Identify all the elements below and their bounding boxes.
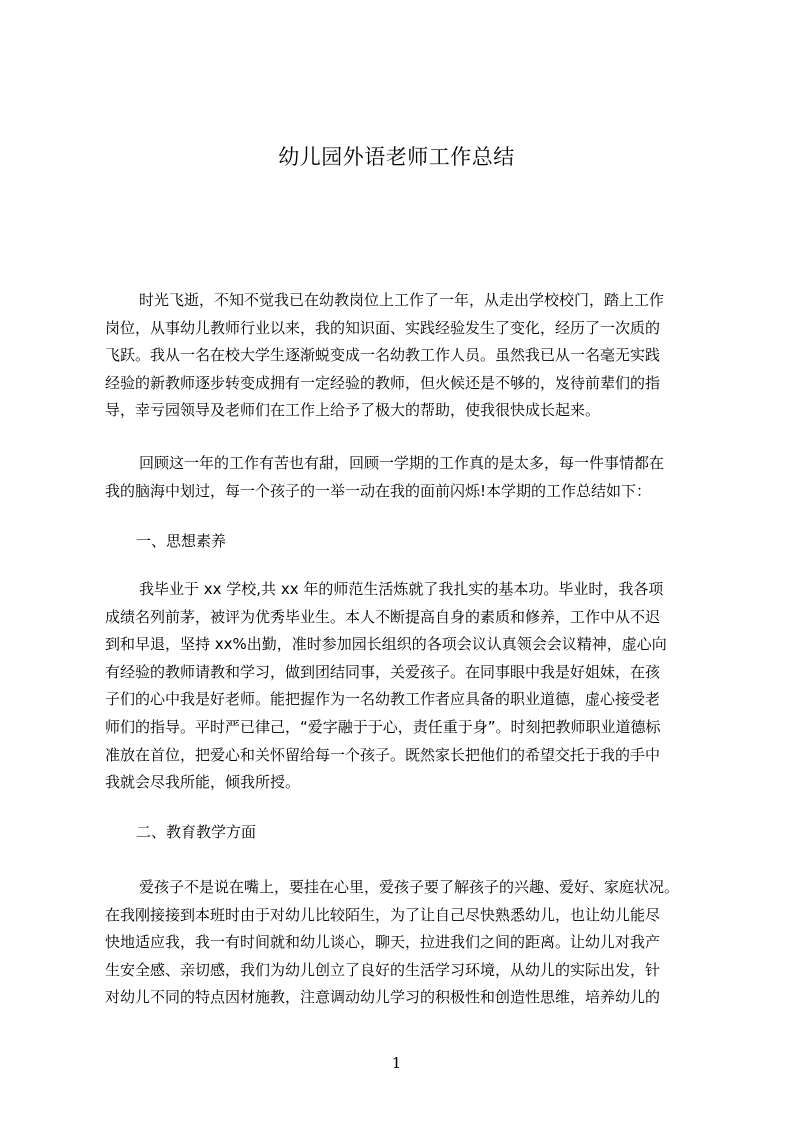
paragraph-line: 我的脑海中划过，每一个孩子的一举一动在我的面前闪烁!本学期的工作总结如下：	[105, 481, 652, 500]
paragraph-line: 回顾这一年的工作有苦也有甜，回顾一学期的工作真的是太多，每一件事情都在	[139, 454, 665, 472]
paragraph-line: 有经验的教师请教和学习，做到团结同事，关爱孩子。在同事眼中我是好姐妹，在孩	[105, 662, 661, 681]
paragraph-line: 爱孩子不是说在嘴上，要挂在心里，爱孩子要了解孩子的兴趣、爱好、家庭状况。	[139, 878, 680, 896]
paragraph-line: 准放在首位，把爱心和关怀留给每一个孩子。既然家长把他们的希望交托于我的手中	[105, 745, 661, 764]
paragraph-line: 快地适应我，我一有时间就和幼儿谈心，聊天，拉进我们之间的距离。让幼儿对我产	[105, 933, 661, 952]
paragraph-line: 在我刚接接到本班时由于对幼儿比较陌生，为了让自己尽快熟悉幼儿，也让幼儿能尽	[105, 905, 661, 924]
paragraph-line: 子们的心中我是好老师。能把握作为一名幼教工作者应具备的职业道德，虚心接受老	[105, 690, 661, 709]
paragraph-teaching	[105, 874, 702, 1012]
paragraph-line: 飞跃。我从一名在校大学生逐渐蜕变成一名幼教工作人员。虽然我已从一名毫无实践	[105, 346, 661, 365]
paragraph-line: 师们的指导。平时严已律己，“爱字融于于心，责任重于身”。时刻把教师职业道德标	[105, 717, 661, 736]
paragraph-line: 成绩名列前茅，被评为优秀毕业生。本人不断提高自身的素质和修养，工作中从不迟	[105, 607, 661, 626]
paragraph-line: 时光飞逝，不知不觉我已在幼教岗位上工作了一年，从走出学校校门，踏上工作	[139, 291, 665, 309]
page-number: 1	[391, 1054, 402, 1072]
paragraph-intro	[105, 287, 702, 425]
section-heading-teaching: 二、教育教学方面	[136, 823, 257, 841]
paragraph-line: 导，幸亏园领导及老师们在工作上给予了极大的帮助，使我很快成长起来。	[105, 401, 601, 420]
paragraph-line: 我就会尽我所能，倾我所授。	[105, 773, 301, 792]
paragraph-line: 岗位，从事幼儿教师行业以来，我的知识面、实践经验发生了变化，经历了一次质的	[105, 318, 661, 337]
paragraph-review	[105, 450, 702, 505]
paragraph-line: 到和早退，坚持 xx%出勤，准时参加园长组织的各项会议认真领会会议精神，虚心向	[105, 635, 667, 654]
paragraph-line: 经验的新教师逐步转变成拥有一定经验的教师，但火候还是不够的，岌待前辈们的指	[105, 373, 661, 392]
document-title: 幼儿园外语老师工作总结	[278, 145, 515, 169]
paragraph-line: 我毕业于 xx 学校,共 xx 年的师范生活炼就了我扎实的基本功。毕业时，我各项	[139, 580, 664, 598]
paragraph-line: 对幼儿不同的特点因材施教，注意调动幼儿学习的积极性和创造性思维，培养幼儿的	[105, 988, 661, 1007]
paragraph-line: 生安全感、亲切感，我们为幼儿创立了良好的生活学习环境，从幼儿的实际出发，针	[105, 960, 661, 979]
paragraph-ideology	[105, 576, 702, 797]
section-heading-ideology: 一、思想素养	[136, 532, 227, 550]
